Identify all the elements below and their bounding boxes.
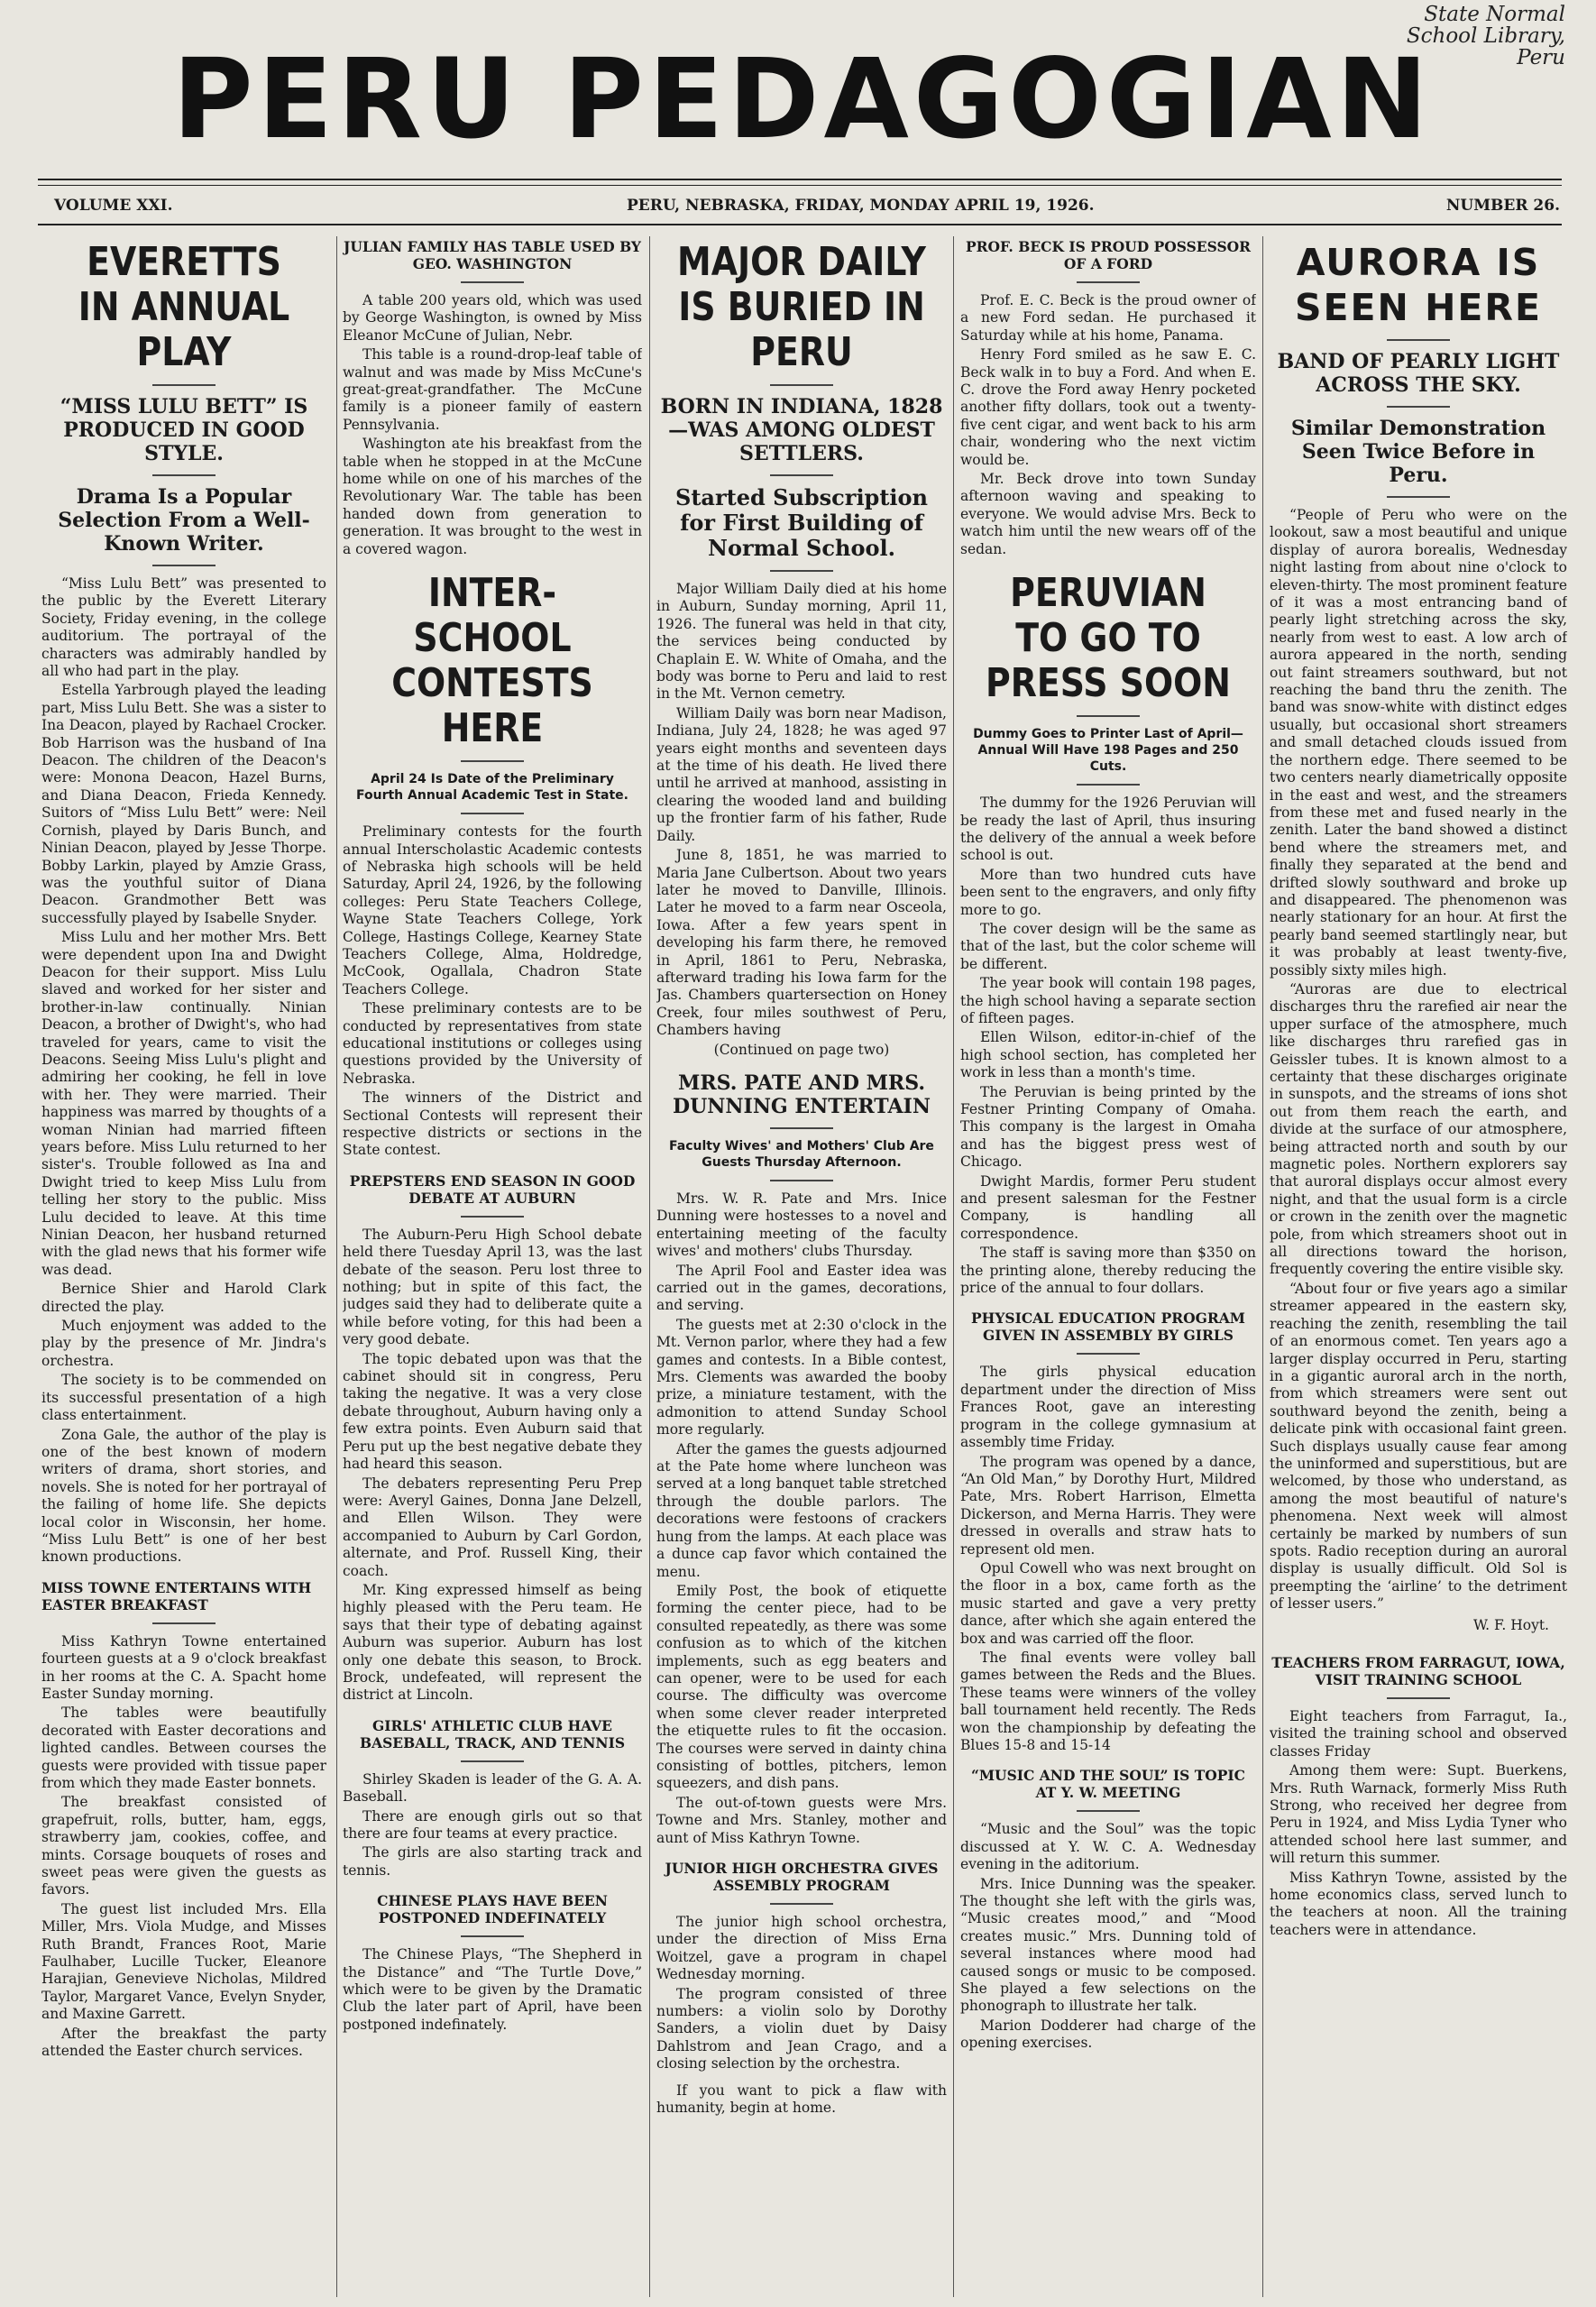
article-paragraph: “People of Peru who were on the lookout, saw a most beautiful and unique display of aurora borealis, Wednesday night lasting from about nine o'clock to eleven-thirty. The most prominent feature of it was a most entrancing band of pearly light stretching across the sky, nearly from west to east. A low arch of aurora appeared in the north, sending out faint streamers southward, but not reaching the band thru the zenith. The band was snow-white with distinct edges usually, but occasional short streamers and small detached clouds issued from the northern edge. There seemed to be two centers nearly diametrically opposite in the east and west, and the streamers from these met and fused nearly in the zenith. Later the band showed a distinct bend where the streamers met, and finally they separated at the bend and drifted slowly southward and broke up and disappeared. The phenomenon was nearly stationary for an hour. At first the pearly band seemed startlingly near, but it was probably at least twenty-five, possibly sixty miles high. bbox=[1270, 507, 1567, 979]
article-paragraph: William Daily was born near Madison, Indiana, July 24, 1828; he was aged 97 years eight months and seventeen days at the time of his death. He lived there until he arrived at manhood, assisting in clearing the wooded land and building up the frontier farm of his father, Rude Daily. bbox=[656, 704, 947, 844]
column-3 bbox=[656, 236, 947, 2302]
article-paragraph: Mr. King expressed himself as being highly pleased with the Peru team. He says that their type of debating against Auburn was superior. Auburn has lost only one debate this season, to Brock. Brock, undefeated, will represent the district at Lincoln. bbox=[343, 1581, 642, 1704]
article-paragraph: Dwight Mardis, former Peru student and present salesman for the Festner Company, is handling all correspondence. bbox=[960, 1172, 1256, 1242]
header-rule-bottom bbox=[38, 224, 1562, 225]
divider bbox=[1077, 281, 1140, 283]
headline-prepsters: PREPSTERS END SEASON IN GOOD DEBATE AT AUBURN bbox=[349, 1172, 636, 1207]
column-rule bbox=[336, 236, 337, 2297]
divider bbox=[770, 1127, 833, 1129]
subhead-april-24: April 24 Is Date of the Preliminary Fourth Annual Academic Test in State. bbox=[356, 772, 628, 804]
article-paragraph: The girls physical education department under the direction of Miss Frances Root, gave an interesting program in the college gymnasium at assembly time Friday. bbox=[960, 1364, 1256, 1451]
subhead-lulu-bett: “MISS LULU BETT” IS PRODUCED IN GOOD STYLE. bbox=[60, 395, 308, 465]
divider bbox=[461, 1216, 524, 1218]
article-paragraph: The girls are also starting track and tennis. bbox=[343, 1844, 642, 1879]
article-paragraph: The program consisted of three numbers: a violin solo by Dorothy Sanders, a violin duet by Daisy Dahlstrom and Jean Crago, and a closing selection by the orchestra. bbox=[656, 1985, 947, 2073]
article-paragraph: Washington ate his breakfast from the table when he stopped in at the McCune home while on one of his marches of the Revolutionary War. The table has been handed down from generation to generation. It was brought to the west in a covered wagon. bbox=[343, 436, 642, 557]
continued-note: (Continued on page two) bbox=[713, 1041, 890, 1058]
masthead-rule-top bbox=[38, 179, 1562, 180]
divider bbox=[461, 1760, 524, 1762]
divider bbox=[1077, 715, 1140, 717]
divider bbox=[152, 565, 216, 566]
subhead-pearly-light: BAND OF PEARLY LIGHT ACROSS THE SKY. bbox=[1277, 350, 1560, 397]
byline-signature: W. F. Hoyt. bbox=[1472, 1616, 1549, 1633]
volume-number: VOLUME XXI. bbox=[54, 197, 173, 215]
article-paragraph: Much enjoyment was added to the play by the presence of Mr. Jindra's orchestra. bbox=[41, 1318, 326, 1369]
headline-music-soul: “MUSIC AND THE SOUL” IS TOPIC AT Y. W. MEETING bbox=[970, 1767, 1245, 1802]
article-paragraph: The April Fool and Easter idea was carried out in the games, decorations, and serving. bbox=[656, 1262, 947, 1314]
article-paragraph: Miss Kathryn Towne, assisted by the home economics class, served lunch to the teachers at noon. All the training teachers were in attendance. bbox=[1270, 1869, 1567, 1938]
divider bbox=[461, 760, 524, 762]
article-paragraph: This table is a round-drop-leaf table of walnut and was made by Miss McCune's great-great-grandfather. The McCune family is a pioneer family of eastern Pennsylvania. bbox=[343, 346, 642, 433]
headline-prof-beck: PROF. BECK IS PROUD POSSESSOR OF A FORD bbox=[965, 238, 1252, 272]
subhead-similar-demonstration: Similar Demonstration Seen Twice Before in Peru. bbox=[1290, 417, 1546, 487]
headline-farragut-teachers: TEACHERS FROM FARRAGUT, IOWA, VISIT TRAINING SCHOOL bbox=[1271, 1654, 1565, 1688]
article-paragraph: The junior high school orchestra, under the direction of Miss Erna Woitzel, gave a program in chapel Wednesday morning. bbox=[656, 1914, 947, 1983]
article-paragraph: The dummy for the 1926 Peruvian will be ready the last of April, thus insuring the delivery of the annual a week before school is out. bbox=[960, 795, 1256, 864]
article-paragraph: The tables were beautifully decorated with Easter decorations and lighted candles. Between courses the guests were provided with tissue paper from which they made Easter bonnets. bbox=[41, 1705, 326, 1791]
article-paragraph: The topic debated upon was that the cabinet should sit in congress, Peru taking the negative. It was a very close debate throughout, Auburn having only a few extra points. Even Auburn said that Peru put up the best negative debate they had heard this season. bbox=[343, 1350, 642, 1473]
article-paragraph: Miss Lulu and her mother Mrs. Bett were dependent upon Ina and Dwight Deacon for their support. Miss Lulu slaved and worked for her sister and brother-in-law continually. Ninian Deacon, a brother of Dwight's, who had traveled for years, came to visit the Deacons. Seeing Miss Lulu's plight and admiring her cooking, he fell in love with her. They were married. Their happiness was marred by thoughts of a woman Ninian had married fifteen years before. Miss Lulu returned to her sister's. Trouble followed as Ina and Dwight tried to keep Miss Lulu from telling her story to the public. Miss Lulu decided to leave. At this time Ninian Deacon, her husband returned with the glad news that his former wife was dead. bbox=[41, 929, 326, 1278]
article-paragraph: Marion Dodderer had charge of the opening exercises. bbox=[960, 2017, 1256, 2052]
divider bbox=[1077, 1353, 1140, 1355]
divider bbox=[461, 281, 524, 283]
divider bbox=[461, 813, 524, 814]
column-1 bbox=[41, 236, 326, 2302]
article-paragraph: June 8, 1851, he was married to Maria Jane Culbertson. About two years later he moved to Danville, Illinois. Later he moved to a farm near Osceola, Iowa. After a few years spent in developing his farm there, he removed in April, 1861 to Peru, Nebraska, afterward trading his Iowa farm for the Jas. Chambers quartersection on Honey Creek, four miles southwest of Peru, Chambers having bbox=[656, 847, 947, 1039]
article-paragraph: Eight teachers from Farragut, Ia., visited the training school and observed classes Friday bbox=[1270, 1708, 1567, 1760]
article-paragraph: The cover design will be the same as that of the last, but the color scheme will be different. bbox=[960, 920, 1256, 972]
article-paragraph: After the games the guests adjourned at the Pate home where luncheon was served at a long banquet table stretched through the double parlors. The decorations were festoons of crackers hung from the lamps. At each place was a dunce cap favor which contained the menu. bbox=[656, 1440, 947, 1580]
subhead-drama: Drama Is a Popular Selection From a Well-Known Writer. bbox=[58, 485, 310, 556]
article-paragraph: The year book will contain 198 pages, the high school having a separate section of fifteen pages. bbox=[960, 975, 1256, 1026]
divider bbox=[770, 1903, 833, 1905]
article-paragraph: Zona Gale, the author of the play is one of the best known of modern writers of drama, short stories, and novels. She is noted for her portrayal of the failing of home life. She depicts local color in Wisconsin, her home. “Miss Lulu Bett” is one of her best known productions. bbox=[41, 1426, 326, 1566]
headline-julian-table: JULIAN FAMILY HAS TABLE USED BY GEO. WASHINGTON bbox=[344, 238, 641, 272]
divider bbox=[1387, 339, 1450, 341]
divider bbox=[1387, 406, 1450, 408]
article-paragraph: Henry Ford smiled as he saw E. C. Beck walk in to buy a Ford. And when E. C. drove the Ford away Henry pocketed another fifty dollars, took out a twenty-five cent cigar, and went back to his arm chair, wondering who the next victim would be. bbox=[960, 346, 1256, 468]
article-paragraph: The Peruvian is being printed by the Festner Printing Company of Omaha. This company is the largest in Omaha and has the biggest press west of Chicago. bbox=[960, 1083, 1256, 1171]
dateline: PERU, NEBRASKA, FRIDAY, MONDAY APRIL 19, 1926. bbox=[627, 197, 1095, 215]
article-paragraph: These preliminary contests are to be conducted by representatives from state educational institutions or colleges using questions provided by the University of Nebraska. bbox=[343, 1000, 642, 1087]
article-paragraph: The program was opened by a dance, “An Old Man,” by Dorothy Hurt, Mildred Pate, Mrs. Robert Harrison, Elmetta Dickerson, and Merna Harris. They were dressed in overalls and straw hats to represent old men. bbox=[960, 1453, 1256, 1558]
article-paragraph: The final events were volley ball games between the Reds and the Blues. These teams were winners of the volley ball tournament held recently. The Reds won the championship by defeating the Blues 15-8 and 15-14 bbox=[960, 1649, 1256, 1753]
article-paragraph: Preliminary contests for the fourth annual Interscholastic Academic contests of Nebraska high schools will be held Saturday, April 24, 1926, by the following colleges: Peru State Teachers College, Wayne State Teachers College, York College, Hastings College, Kearney State Teachers College, Alma, Holdredge, McCook, Ogallala, Chadron State Teachers College. bbox=[343, 823, 642, 997]
article-paragraph: Emily Post, the book of etiquette forming the center piece, had to be consulted repeatedly, as there was some confusion as to which of the kitchen implements, such as egg beaters and can opener, were to be used for each course. The difficulty was overcome when some clever reader interpreted the etiquette rules to fit the occasion. The courses were served in dainty china consisting of bottles, pitchers, lemon squeezers, and dish pans. bbox=[656, 1582, 947, 1792]
article-paragraph: Mr. Beck drove into town Sunday afternoon waving and speaking to everyone. We would advise Mrs. Beck to watch him until the new wears off of the sedan. bbox=[960, 471, 1256, 557]
subhead-dummy-printer: Dummy Goes to Printer Last of April—Annual Will Have 198 Pages and 250 Cuts. bbox=[973, 727, 1243, 775]
column-rule bbox=[1262, 236, 1263, 2297]
article-paragraph: “Auroras are due to electrical discharges thru the rarefied air near the upper surface of the atmosphere, much like discharges thru rarefied gas in Geissler tubes. It is known almost to a certainty that these discharges originate in sunspots, and the streams of ions shot out from them reach the earth, and divide at the surface of our atmosphere, being attracted north and south by our magnetic poles. Northern explorers say that auroral displays occur almost every night, and that the usual form is a circle or crown in the zenith over the magnetic pole, from which streamers shoot out in all directions toward the horison, frequently covering the entire visible sky. bbox=[1270, 980, 1567, 1278]
divider bbox=[152, 384, 216, 386]
article-paragraph: “Miss Lulu Bett” was presented to the public by the Everett Literary Society, Friday evening, in the college auditorium. The portrayal of the characters was admirably handled by all who had part in the play. bbox=[41, 575, 326, 680]
divider bbox=[1077, 1810, 1140, 1812]
article-paragraph: After the breakfast the party attended the Easter church services. bbox=[41, 2025, 326, 2060]
article-paragraph: Shirley Skaden is leader of the G. A. A. Baseball. bbox=[343, 1770, 642, 1806]
subhead-born-indiana: BORN IN INDIANA, 1828—WAS AMONG OLDEST SETTLERS. bbox=[660, 395, 943, 465]
article-paragraph: A table 200 years old, which was used by George Washington, is owned by Miss Eleanor McCune of Julian, Nebr. bbox=[343, 292, 642, 344]
article-paragraph: There are enough girls out so that there are four teams at every practice. bbox=[343, 1807, 642, 1842]
article-paragraph: Major William Daily died at his home in Auburn, Sunday morning, April 11, 1926. The funeral was held in that city, the services being conducted by Chaplain E. W. White of Omaha, and the body was borne to Peru and laid to rest in the Mt. Vernon cemetry. bbox=[656, 581, 947, 703]
divider bbox=[770, 570, 833, 572]
article-paragraph: The out-of-town guests were Mrs. Towne and Mrs. Stanley, mother and aunt of Miss Kathryn Towne. bbox=[656, 1794, 947, 1846]
divider bbox=[1077, 784, 1140, 786]
divider bbox=[770, 474, 833, 476]
article-paragraph: Ellen Wilson, editor-in-chief of the high school section, has completed her work in less than a month's time. bbox=[960, 1029, 1256, 1081]
headline-girls-athletic: GIRLS' ATHLETIC CLUB HAVE BASEBALL, TRACK, AND TENNIS bbox=[359, 1716, 626, 1751]
divider bbox=[770, 384, 833, 386]
article-paragraph: Mrs. W. R. Pate and Mrs. Inice Dunning were hostesses to a novel and entertaining meeting of the faculty wives' and mothers' clubs Thursday. bbox=[656, 1190, 947, 1260]
article-paragraph: More than two hundred cuts have been sent to the engravers, and only fifty more to go. bbox=[960, 866, 1256, 918]
article-paragraph: The debaters representing Peru Prep were: Averyl Gaines, Donna Jane Delzell, and Ellen Wilson. They were accompanied to Auburn by Carl Gordon, alternate, and Prof. Russell King, their coach. bbox=[343, 1475, 642, 1579]
divider bbox=[152, 474, 216, 476]
article-paragraph: Bernice Shier and Harold Clark directed the play. bbox=[41, 1281, 326, 1315]
issue-number: NUMBER 26. bbox=[1445, 197, 1560, 215]
headline-chinese-plays: CHINESE PLAYS HAVE BEEN POSTPONED INDEFINATELY bbox=[377, 1892, 608, 1927]
article-paragraph: Estella Yarbrough played the leading part, Miss Lulu Bett. She was a sister to Ina Deacon, played by Rachael Crocker. Bob Harrison was the husband of Ina Deacon. The children of the Deacon's were: Monona Deacon, Hazel Burns, and Diana Deacon, Frieda Kennedy. Suitors of “Miss Lulu Bett” were: Neil Cornish, played by Daris Bunch, and Ninian Deacon, played by Jesse Thorpe. Bobby Larkin, played by Amzie Grass, was the youthful suitor of Diana Deacon. Grandmother Bett was successfully played by Isabelle Snyder. bbox=[41, 682, 326, 926]
article-paragraph: The Chinese Plays, “The Shepherd in the Distance” and “The Turtle Dove,” which were to be given by the Dramatic Club the later part of April, have been postponed indefinately. bbox=[343, 1946, 642, 2033]
headline-junior-orchestra: JUNIOR HIGH ORCHESTRA GIVES ASSEMBLY PROGRAM bbox=[665, 1860, 939, 1894]
column-rule bbox=[953, 236, 954, 2297]
column-5 bbox=[1270, 236, 1567, 2302]
article-paragraph: Among them were: Supt. Buerkens, Mrs. Ruth Warnack, formerly Miss Ruth Strong, who received her degree from Peru in 1924, and Miss Lydia Tyner who attended school here last summer, and will return this summer. bbox=[1270, 1762, 1567, 1867]
headline-towne-breakfast: MISS TOWNE ENTERTAINS WITH EASTER BREAKFAST bbox=[41, 1578, 312, 1613]
divider bbox=[152, 1622, 216, 1624]
headline-physical-education: PHYSICAL EDUCATION PROGRAM GIVEN IN ASSEMBLY BY GIRLS bbox=[971, 1310, 1245, 1345]
column-4 bbox=[960, 236, 1256, 2302]
article-paragraph: Opul Cowell who was next brought on the floor in a box, came forth as the music started and gave a very pretty dance, after which she again entered the box and was carried off the floor. bbox=[960, 1559, 1256, 1647]
library-stamp: State Normal School Library, Peru bbox=[1406, 3, 1565, 69]
volume-row bbox=[54, 197, 1560, 220]
article-paragraph: The society is to be commended on its successful presentation of a high class entertainment. bbox=[41, 1372, 326, 1424]
headline-everetts: EVERETTS IN ANNUAL PLAY bbox=[78, 239, 290, 375]
divider bbox=[1387, 1697, 1450, 1699]
article-paragraph: The Auburn-Peru High School debate held there Tuesday April 13, was the last debate of the season. Peru lost three to nothing; but in spite of this fact, the judges said they had to deliberate quite a while before voting, for this had been a very good debate. bbox=[343, 1226, 642, 1348]
article-paragraph: The staff is saving more than $350 on the printing alone, thereby reducing the price of the annual to four dollars. bbox=[960, 1245, 1256, 1297]
filler-quote: If you want to pick a flaw with humanity, begin at home. bbox=[656, 2082, 947, 2117]
column-rule bbox=[649, 236, 650, 2297]
headline-inter-school: INTER-SCHOOL CONTESTS HERE bbox=[391, 570, 593, 752]
subhead-subscription: Started Subscription for First Building of Normal School. bbox=[675, 484, 928, 561]
article-paragraph: “Music and the Soul” was the topic discussed at Y. W. C. A. Wednesday evening in the aditorium. bbox=[960, 1821, 1256, 1873]
article-paragraph: The guests met at 2:30 o'clock in the Mt. Vernon parlor, where they had a few games and contests. In a Bible contest, Mrs. Clements was awarded the booby prize, a miniature testament, with the admonition to attend Sunday School more regularly. bbox=[656, 1316, 947, 1438]
article-paragraph: The guest list included Mrs. Ella Miller, Mrs. Viola Mudge, and Misses Ruth Brandt, Frances Root, Marie Faulhaber, Lucille Tucker, Eleanore Harajian, Genevieve Nicholas, Mildred Taylor, Margaret Vance, Evelyn Snyder, and Maxine Garrett. bbox=[41, 1900, 326, 2023]
article-paragraph: The breakfast consisted of grapefruit, rolls, butter, ham, eggs, strawberry jam, cookies, coffee, and mints. Corsage bouquets of roses and sweet peas were given the guests as favors. bbox=[41, 1794, 326, 1898]
divider bbox=[770, 1180, 833, 1181]
article-paragraph: Miss Kathryn Towne entertained fourteen guests at a 9 o'clock breakfast in her rooms at the C. A. Spacht home Easter Sunday morning. bbox=[41, 1632, 326, 1702]
headline-peruvian-press: PERUVIAN TO GO TO PRESS SOON bbox=[986, 570, 1231, 707]
divider bbox=[461, 1935, 524, 1937]
headline-pate-dunning: MRS. PATE AND MRS. DUNNING ENTERTAIN bbox=[673, 1071, 931, 1118]
article-paragraph: Prof. E. C. Beck is the proud owner of a new Ford sedan. He purchased it Saturday while at his home, Panama. bbox=[960, 292, 1256, 344]
article-paragraph: “About four or five years ago a similar streamer appeared in the eastern sky, reaching the zenith, resembling the tail of an enormous comet. Ten years ago a larger display occurred in Peru, starting in a gigantic auroral arch in the north, from which streamers were sent out southward beyond the zenith, being a delicate pink with occasional faint green. Such displays usually cause fear among the uninformed and superstitious, but are welcomed, by those who understand, as among the most beautiful of nature's phenomena. Next week will almost certainly be marked by numbers of sun spots. Radio reception during an auroral display is usually difficult. Old Sol is preempting the ‘airline’ to the detriment of lesser users.” bbox=[1270, 1280, 1567, 1613]
article-paragraph: Mrs. Inice Dunning was the speaker. The thought she left with the girls was, “Music creates mood,” and “Mood creates music.” Mrs. Dunning told of several instances where mood had caused songs or music to be composed. She played a few selections on the phonograph to illustrate her talk. bbox=[960, 1875, 1256, 2015]
masthead-rule-thin bbox=[38, 185, 1562, 186]
column-2 bbox=[343, 236, 642, 2302]
headline-aurora: AURORA IS SEEN HERE bbox=[1294, 241, 1543, 329]
article-paragraph: The winners of the District and Sectional Contests will represent their respective districts or sections in the State contest. bbox=[343, 1089, 642, 1159]
headline-major-daily: MAJOR DAILY IS BURIED IN PERU bbox=[677, 239, 926, 375]
subhead-faculty-wives: Faculty Wives' and Mothers' Club Are Guests Thursday Afternoon. bbox=[669, 1138, 934, 1170]
masthead-title: PERU PEDAGOGIAN bbox=[172, 35, 1433, 163]
divider bbox=[1387, 496, 1450, 498]
